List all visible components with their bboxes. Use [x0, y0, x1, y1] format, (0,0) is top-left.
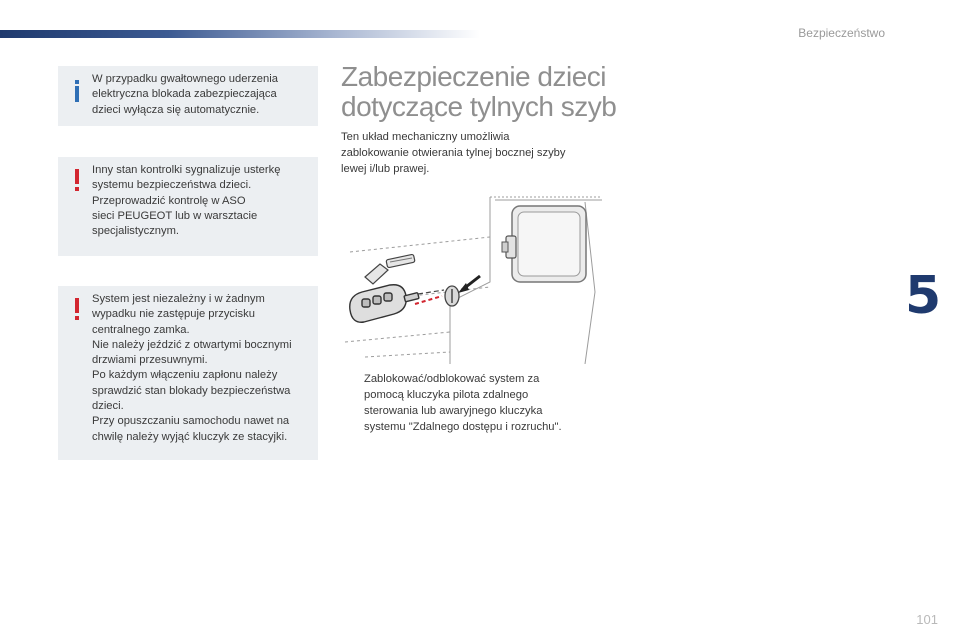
child-lock-illustration: [340, 192, 602, 364]
note-line: wypadku nie zastępuje przycisku: [92, 308, 255, 321]
intro-line: lewej i/lub prawej.: [341, 163, 430, 175]
instruction-bullet: [341, 371, 601, 435]
note-line: chwilę należy wyjąć kluczyk ze stacyjki.: [92, 430, 288, 443]
info-note-text: [92, 72, 310, 118]
warning-note-text: [92, 292, 310, 445]
title-line: dotyczące tylnych szyb: [341, 91, 617, 122]
note-line: specjalistycznym.: [92, 225, 180, 238]
note-line: systemu bezpieczeństwa dzieci.: [92, 179, 252, 192]
intro-line: zablokowanie otwierania tylnej bocznej szyby: [341, 147, 566, 159]
note-line: Przy opuszczaniu samochodu nawet na: [92, 415, 290, 428]
note-line: Inny stan kontrolki sygnalizuje usterkę: [92, 164, 281, 176]
intro-line: Ten układ mechaniczny umożliwia: [341, 131, 510, 143]
note-line: dzieci wyłącza się automatycznie.: [92, 103, 260, 116]
page-number: 101: [916, 612, 938, 627]
note-line: dzieci.: [92, 400, 124, 413]
warning-note-box: [58, 286, 318, 460]
note-line: sprawdzić stan blokady bezpieczeństwa: [92, 384, 291, 397]
warning-note-box: [58, 157, 318, 256]
chapter-number: 5: [905, 266, 942, 326]
bullet-line: sterowania lub awaryjnego kluczyka: [364, 405, 543, 417]
header-gradient-bar: [0, 30, 480, 38]
note-line: centralnego zamka.: [92, 323, 190, 336]
warning-note-text: [92, 163, 310, 239]
note-line: W przypadku gwałtownego uderzenia: [92, 73, 278, 85]
warning-icon: [72, 298, 82, 320]
info-note-box: [58, 66, 318, 126]
bullet-line: pomocą kluczyka pilota zdalnego: [364, 389, 529, 401]
section-title: Bezpieczeństwo: [798, 26, 885, 40]
title-line: Zabezpieczenie dzieci: [341, 61, 606, 92]
warning-icon: [72, 169, 82, 191]
note-line: System jest niezależny i w żadnym: [92, 293, 265, 305]
note-line: sieci PEUGEOT lub w warsztacie: [92, 209, 258, 222]
note-line: Po każdym włączeniu zapłonu należy: [92, 369, 278, 382]
note-line: Przeprowadzić kontrolę w ASO: [92, 194, 246, 207]
page-title: [341, 62, 641, 122]
intro-paragraph: [341, 129, 601, 177]
info-icon: [72, 80, 82, 102]
note-line: drzwiami przesuwnymi.: [92, 354, 208, 367]
bullet-line: systemu "Zdalnego dostępu i rozruchu".: [364, 421, 562, 433]
bullet-line: Zablokować/odblokować system za: [364, 373, 540, 385]
note-line: elektryczna blokada zabezpieczająca: [92, 88, 277, 101]
note-line: Nie należy jeździć z otwartymi bocznymi: [92, 338, 292, 351]
